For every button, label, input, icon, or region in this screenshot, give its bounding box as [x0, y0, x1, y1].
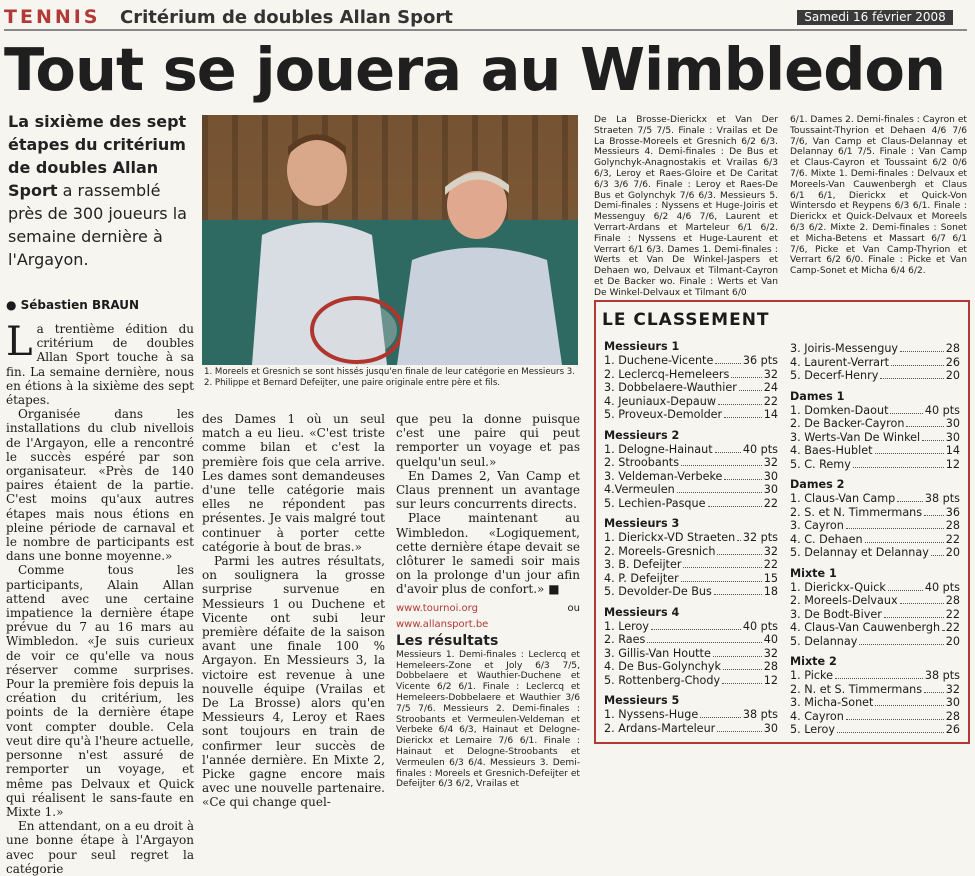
- player-1-figure: [242, 125, 392, 365]
- ranking-points: 36: [945, 505, 960, 519]
- ranking-points: 32: [945, 682, 960, 696]
- ranking-name: 4. P. Defeijter: [604, 571, 679, 585]
- ranking-points: 40: [763, 633, 778, 646]
- group-title: Messieurs 5: [604, 694, 680, 707]
- classement-left-column: [604, 340, 778, 742]
- ranking-row: [604, 633, 778, 647]
- ranking-name: 4. Claus-Van Cauwenbergh: [790, 621, 941, 634]
- ranking-row: [604, 722, 778, 736]
- ranking-points: 22: [945, 607, 960, 621]
- results-text-a: Messieurs 1. Demi-finales : Leclercq et Hemeleers-Zone et Joly 6/3 7/5, Dobbelaere et Wauthier-Duchene et Vicente 6/2 6/1. Finale : Leclercq et Hemeleers-Dobbelaere et Wauthier 3/6 7/5 7/6. Messieurs 2. Demi-finales : Stroobants et Vermeulen-Veldeman et Verbeke 6/4 6/3, Hainaut et Delogne-Dierickx et Lemaire 7/6 6/1. Finale : Hainaut et Delogne-Stroobants et Vermeulen 6/3 6/4. Messieurs 3. Demi-finales : Moreels et Gresnich-Defeijter et Defeijter 6/3 6/2, Vrailas et: [396, 649, 580, 790]
- body-column-2: [202, 412, 385, 810]
- dot-leader: [717, 554, 761, 555]
- ranking-row: [604, 558, 778, 572]
- ranking-row: [790, 723, 960, 737]
- ranking-points: 40 pts: [924, 403, 960, 417]
- dot-leader: [723, 669, 762, 670]
- ranking-points: 32: [763, 544, 778, 558]
- ranking-row: [604, 483, 778, 497]
- ranking-points: 20: [945, 634, 960, 648]
- classement-title: LE CLASSEMENT: [602, 310, 770, 330]
- ranking-row: [790, 669, 960, 683]
- ranking-points: 12: [945, 457, 960, 471]
- ranking-row: [790, 369, 960, 383]
- ranking-row: [604, 660, 778, 674]
- ranking-name: 1. Nyssens-Huge: [604, 708, 699, 721]
- group-title: Messieurs 3: [604, 517, 680, 530]
- group-title: Messieurs 1: [604, 340, 680, 353]
- paragraph: Parmi les autres résultats, on soulignera la grosse surprise survenue en Messieurs 1 ou Duchene et Vicente ont subi leur première défaite de la saison avant une finale 100 % Argayon. En Messieurs 3, la victoire est revenue à une nouvelle équipe (Vrailas et De La Brosse) alors qu'en Messieurs 4, Leroy et Raes sont toujours en train de confirmer leur succès de l'année dernière. En Mixte 2, Picke gagne encore mais avec une nouvelle partenaire. «Ce qui change quel-: [202, 554, 385, 810]
- ranking-row: [604, 354, 778, 368]
- dot-leader: [859, 644, 943, 645]
- ranking-name: 1. Duchene-Vicente: [604, 354, 714, 367]
- group-title: Mixte 1: [790, 566, 837, 580]
- ranking-name: 1. Delogne-Hainaut: [604, 442, 713, 456]
- ranking-name: 1. Dierickx-VD Straeten: [604, 531, 736, 544]
- ranking-name: 5. Delannay et Delannay: [790, 546, 929, 559]
- ranking-points: 14: [763, 408, 778, 421]
- paragraph: Organisée dans les installations du club nivellois de l'Argayon, elle a rencontré le succès espéré par son organisateur. «Près de 140 paires étaient de la partie. C'est moins qu'aux autres étapes mais nous étions en pleine période de carnaval et le nombre de participants est dans une bonne moyenne.»: [6, 407, 194, 564]
- ranking-name: 5. Devolder-De Bus: [604, 585, 712, 598]
- link-tournoi[interactable]: www.tournoi.org: [396, 602, 478, 614]
- date-badge: Samedi 16 février 2008: [797, 10, 953, 25]
- dot-leader: [924, 515, 944, 516]
- classement-group: [604, 694, 778, 735]
- article-lead: [8, 110, 196, 271]
- article-headline: Tout se jouera au Wimbledon: [4, 35, 945, 104]
- dot-leader: [931, 555, 944, 556]
- paragraph: que peu la donne puisque c'est une paire qui peut remporter un voyage et pas quelqu'un seul.»: [396, 412, 580, 469]
- ranking-points: 38 pts: [924, 669, 960, 682]
- group-title: Messieurs 4: [604, 605, 680, 619]
- ranking-name: 4. Laurent-Verrart: [790, 355, 890, 369]
- dot-leader: [681, 465, 762, 466]
- ranking-name: 5. Decerf-Henry: [790, 369, 879, 382]
- ranking-name: 3. Veldeman-Verbeke: [604, 469, 723, 483]
- ranking-points: 22: [763, 558, 778, 571]
- ranking-name: 2. Moreels-Delvaux: [790, 594, 898, 607]
- dot-leader: [724, 479, 761, 480]
- ranking-points: 28: [945, 342, 960, 355]
- dot-leader: [715, 363, 741, 364]
- group-title: Dames 1: [790, 389, 845, 403]
- ranking-name: 1. Claus-Van Camp: [790, 492, 896, 505]
- ranking-points: 14: [945, 444, 960, 457]
- ranking-points: 30: [945, 417, 960, 430]
- dot-leader: [651, 629, 741, 630]
- ranking-points: 22: [945, 532, 960, 546]
- ranking-points: 22: [763, 496, 778, 510]
- ranking-name: 2. N. et S. Timmermans: [790, 682, 923, 696]
- ranking-row: [604, 572, 778, 586]
- ranking-name: 2. Raes: [604, 633, 646, 646]
- dot-leader: [713, 656, 762, 657]
- dot-leader: [924, 692, 944, 693]
- section-subtitle: Critérium de doubles Allan Sport: [120, 7, 453, 28]
- dot-leader: [884, 617, 944, 618]
- ranking-name: 5. Proveux-Demolder: [604, 408, 723, 421]
- ranking-points: 26: [945, 723, 960, 736]
- paragraph: En attendant, on a eu droit à une bonne étape à l'Argayon avec pour seul regret la catégorie: [6, 819, 194, 876]
- ranking-row: [790, 621, 960, 635]
- ranking-row: [604, 456, 778, 470]
- ranking-points: 40 pts: [742, 619, 778, 633]
- ranking-name: 1. Dierickx-Quick: [790, 580, 886, 594]
- dot-leader: [683, 567, 761, 568]
- dot-leader: [846, 528, 944, 529]
- player-2-figure: [397, 165, 567, 365]
- dot-leader: [737, 540, 741, 541]
- ranking-row: [604, 408, 778, 422]
- ranking-name: 3. Cayron: [790, 519, 844, 532]
- dot-leader: [647, 642, 761, 643]
- ranking-points: 38 pts: [742, 708, 778, 721]
- dot-leader: [853, 467, 944, 468]
- dot-leader: [837, 732, 944, 733]
- ranking-name: 3. Dobbelaere-Wauthier: [604, 381, 737, 394]
- ranking-row: [604, 674, 778, 688]
- classement-right-column: [790, 342, 960, 744]
- ranking-row: [604, 647, 778, 661]
- ranking-row: [790, 533, 960, 547]
- paragraph: a trentième édition du critérium de doubles Allan Sport touche à sa fin. La semaine dernière, nous en étions à la sixième des sept étapes.: [6, 322, 194, 408]
- ranking-row: [790, 635, 960, 649]
- ranking-name: 5. Lechien-Pasque: [604, 496, 706, 510]
- ranking-points: 24: [763, 381, 778, 394]
- dot-leader: [739, 390, 762, 391]
- dot-leader: [900, 351, 944, 352]
- ranking-name: 5. C. Remy: [790, 457, 851, 471]
- body-column-3: [396, 412, 580, 790]
- ranking-points: 30: [763, 483, 778, 496]
- results-text-c: 6/1. Dames 2. Demi-finales : Cayron et Toussaint-Thyrion et Dehaen 4/6 7/6 7/6, Van Camp et Claus-Delannay et Delannay 6/1 7/5. Finale : Van Camp et Claus-Cayron et Toussaint 6/2 0/6 7/6. Mixte 1. Demi-finales : Delvaux et Moreels-Van Cauwenbergh et Claus 6/1 6/1, Dierickx et Quick-Von Wintersdo et Reypens 6/3 6/1. Finale : Dierickx et Quick-Delvaux et Moreels 6/3 6/2. Mixte 2. Demi-finales : Sonet et Micha-Betens et Massart 6/7 6/1 7/6, Picke et Van Camp-Thyrion et Verrart 6/2 6/0. Finale : Picke et Van Camp-Sonet et Micha 6/4 6/2.: [790, 115, 967, 277]
- ranking-row: [790, 444, 960, 458]
- ranking-name: 3. Micha-Sonet: [790, 696, 874, 709]
- dot-leader: [890, 413, 922, 414]
- body-column-1: [6, 319, 194, 876]
- classement-group: [604, 340, 778, 422]
- ranking-name: 2. Stroobants: [604, 456, 680, 469]
- ranking-row: [604, 585, 778, 599]
- ranking-row: [790, 519, 960, 533]
- ranking-row: [604, 531, 778, 545]
- classement-group: [790, 567, 960, 649]
- dot-leader: [875, 705, 943, 706]
- dot-leader: [906, 426, 943, 427]
- ranking-row: [604, 620, 778, 634]
- ranking-points: 36 pts: [742, 354, 778, 367]
- photo-caption: 1. Moreels et Gresnich se sont hissés jusqu'en finale de leur catégorie en Messieurs 3. 2. Philippe et Bernard Defeijter, une paire originale entre père et fils.: [204, 367, 575, 388]
- results-title: Les résultats: [396, 633, 499, 650]
- section-label: TENNIS: [4, 6, 101, 28]
- ranking-points: 15: [763, 571, 778, 585]
- dot-leader: [717, 731, 761, 732]
- ranking-name: 3. Werts-Van De Winkel: [790, 430, 921, 444]
- ranking-row: [790, 417, 960, 431]
- classement-group: [790, 342, 960, 383]
- ranking-name: 2. S. et N. Timmermans: [790, 505, 923, 519]
- ranking-points: 30: [763, 721, 778, 735]
- ranking-row: [790, 710, 960, 724]
- ranking-name: 4. Jeuniaux-Depauw: [604, 394, 717, 408]
- ranking-name: 4. C. Dehaen: [790, 532, 863, 546]
- ranking-row: [790, 458, 960, 472]
- ranking-points: 40 pts: [924, 580, 960, 594]
- ranking-points: 22: [763, 394, 778, 408]
- ranking-points: 22: [945, 621, 960, 634]
- ranking-points: 12: [763, 673, 778, 687]
- dot-leader: [724, 417, 762, 418]
- ranking-points: 20: [945, 369, 960, 382]
- ranking-row: [790, 683, 960, 697]
- classement-group: [604, 517, 778, 599]
- page-header: [0, 0, 975, 34]
- paragraph: Place maintenant au Wimbledon. «Logiquement, cette dernière étape devait se clôturer le samedi soir mais on la prolonge d'un jour afin d'avoir plus de confort.» ■: [396, 511, 580, 597]
- ranking-name: 5. Delannay: [790, 634, 858, 648]
- ranking-points: 26: [945, 355, 960, 369]
- dot-leader: [714, 594, 762, 595]
- ranking-points: 32: [763, 456, 778, 469]
- paragraph: En Dames 2, Van Camp et Claus prennent un avantage sur leurs concurrents directs.: [396, 468, 580, 512]
- dot-leader: [835, 678, 923, 679]
- ranking-name: 3. Joiris-Messenguy: [790, 342, 899, 355]
- ranking-name: 4. Baes-Hublet: [790, 444, 873, 457]
- ranking-name: 4. Cayron: [790, 709, 844, 723]
- ranking-name: 3. B. Defeijter: [604, 558, 682, 571]
- dot-leader: [897, 501, 923, 502]
- dot-leader: [677, 492, 762, 493]
- dot-leader: [846, 719, 944, 720]
- classement-group: [604, 606, 778, 688]
- ranking-name: 1. Domken-Daout: [790, 403, 889, 417]
- results-block: [396, 633, 580, 790]
- ranking-name: 3. Gillis-Van Houtte: [604, 646, 711, 660]
- ranking-row: [790, 506, 960, 520]
- group-title: Mixte 2: [790, 655, 837, 668]
- ranking-points: 30: [763, 469, 778, 483]
- ranking-name: 2. De Backer-Cayron: [790, 417, 905, 430]
- dot-leader: [891, 365, 944, 366]
- lead-text: a rassemblé près de 300 joueurs la semaine dernière à l'Argayon.: [8, 181, 187, 269]
- ranking-name: 3. De Bodt-Biver: [790, 607, 882, 621]
- ranking-row: [604, 368, 778, 382]
- ranking-name: 5. Rottenberg-Chody: [604, 673, 721, 687]
- ranking-points: 32: [763, 367, 778, 381]
- ranking-points: 18: [763, 585, 778, 598]
- ranking-row: [790, 546, 960, 560]
- ranking-row: [790, 431, 960, 445]
- results-text-b: De La Brosse-Dierickx et Van Der Straeten 7/5 7/5. Finale : Vrailas et De La Brosse-Moreels et Gresnich 6/2 6/3. Messieurs 4. Demi-finales : De Bus et Golynchyk-Anagnostakis et Vrailas 6/3 6/3, Leroy et Raes-Gloire et De Caritat 6/3 3/6 7/6. Finale : Leroy et Raes-De Bus et Golynchyk 7/6 6/3. Messieurs 5. Demi-finales : Nyssens et Huge-Joiris et Messenguy 6/2 4/6 7/6, Laurent et Verrart-Ardans et Marteleur 6/1 6/2. Finale : Nyssens et Huge-Laurent et Verrart 6/1 6/3. Dames 1. Demi-finales : Werts et Van De Winkel-Jaspers et Dehaen wo, Delvaux et Tilmant-Cayron et De Backer wo. Finale : Werts et Van De Winkel-Delvaux et Tilmant 6/0: [594, 115, 778, 298]
- ranking-points: 30: [945, 430, 960, 444]
- dot-leader: [718, 404, 762, 405]
- ranking-row: [604, 470, 778, 484]
- dot-leader: [900, 603, 944, 604]
- dot-leader: [922, 440, 944, 441]
- ranking-points: 38 pts: [924, 492, 960, 505]
- link-allansport[interactable]: www.allansport.be: [396, 618, 489, 630]
- ranking-points: 20: [945, 546, 960, 559]
- ranking-row: [604, 708, 778, 722]
- dot-leader: [708, 506, 762, 507]
- dot-leader: [888, 590, 923, 591]
- ranking-points: 40 pts: [742, 442, 778, 456]
- ranking-name: 2. Leclercq-Hemeleers: [604, 367, 730, 381]
- ranking-row: [790, 492, 960, 506]
- ranking-row: [604, 381, 778, 395]
- group-title: Dames 2: [790, 478, 845, 491]
- dot-leader: [942, 630, 944, 631]
- ranking-row: [790, 608, 960, 622]
- ranking-row: [604, 443, 778, 457]
- classement-box: [594, 300, 970, 744]
- ranking-name: 5. Leroy: [790, 723, 835, 736]
- dot-leader: [700, 717, 741, 718]
- dot-leader: [880, 378, 943, 379]
- dot-leader: [681, 581, 762, 582]
- header-rule: [4, 29, 967, 31]
- ranking-name: 2. Ardans-Marteleur: [604, 721, 716, 735]
- article-photo: [202, 115, 578, 365]
- web-links: www.tournoi.org ou www.allansport.be: [396, 602, 580, 630]
- lead-bold: La sixième des sept étapes du critérium de doubles Allan Sport: [8, 112, 187, 200]
- ranking-row: [604, 545, 778, 559]
- paragraph: Comme tous les participants, Alain Allan attend avec une certaine impatience la dernière étape prévue du 7 au 16 mars au Wimbledon. «Je suis curieux de voir ce qu'elle va nous réserver comme surprises. Pour la première fois depuis la création du critérium, les points de la dernière étape vont compter double. Cela veut dire qu'à l'heure actuelle, personne n'est assuré de remporter un voyage, et même pas Delvaux et Quick qui réalisent le sans-faute en Mixte 1.»: [6, 563, 194, 819]
- ranking-name: 1. Picke: [790, 669, 833, 682]
- byline: ● Sébastien BRAUN: [6, 298, 140, 312]
- ranking-points: 32: [763, 646, 778, 660]
- ranking-points: 32 pts: [742, 531, 778, 544]
- ranking-name: 4.Vermeulen: [604, 483, 675, 496]
- ranking-row: [790, 594, 960, 608]
- ranking-row: [790, 581, 960, 595]
- ranking-row: [604, 395, 778, 409]
- ranking-points: 30: [945, 696, 960, 709]
- classement-group: [790, 655, 960, 737]
- ranking-row: [790, 342, 960, 356]
- ranking-row: [790, 356, 960, 370]
- ranking-row: [604, 497, 778, 511]
- ranking-points: 28: [763, 660, 778, 673]
- classement-group: [790, 478, 960, 560]
- ranking-points: 28: [945, 709, 960, 723]
- classement-group: [790, 390, 960, 472]
- ranking-points: 28: [945, 594, 960, 607]
- ranking-row: [790, 696, 960, 710]
- dot-leader: [715, 452, 741, 453]
- group-title: Messieurs 2: [604, 428, 680, 442]
- ranking-name: 1. Leroy: [604, 619, 649, 633]
- dot-leader: [875, 453, 944, 454]
- paragraph: des Dames 1 où un seul match a eu lieu. «C'est triste comme bilan et c'est la première fois que cela arrive. Les dames sont demandeuses d'une telle catégorie mais elles ne répondent pas présentes. Je vais malgré tout continuer à porter cette catégorie à bout de bras.»: [202, 412, 385, 554]
- ranking-name: 2. Moreels-Gresnich: [604, 544, 716, 558]
- ranking-row: [790, 404, 960, 418]
- ranking-points: 28: [945, 519, 960, 532]
- classement-group: [604, 429, 778, 511]
- dot-leader: [731, 377, 761, 378]
- dot-leader: [865, 542, 944, 543]
- dot-leader: [722, 683, 762, 684]
- dropcap: L: [6, 319, 33, 365]
- ranking-name: 4. De Bus-Golynchyk: [604, 660, 721, 673]
